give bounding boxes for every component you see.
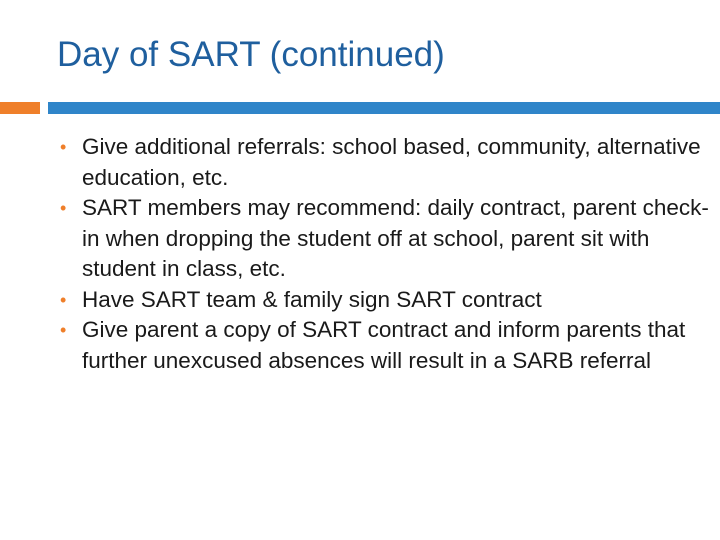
accent-bar-orange — [0, 102, 40, 114]
bullet-item — [60, 193, 710, 285]
bullet-text: Give additional referrals: school based, community, alternative education, etc. — [82, 134, 701, 190]
bullet-dot-icon: • — [60, 320, 67, 340]
bullet-list — [60, 132, 710, 376]
bullet-dot-icon: • — [60, 289, 67, 310]
bullet-dot-icon: • — [60, 137, 67, 157]
slide-title: Day of SART (continued) — [57, 35, 445, 74]
bullet-dot-icon: • — [60, 198, 67, 218]
bullet-text: Have SART team & family sign SART contract — [82, 286, 542, 312]
bullet-text: SART members may recommend: daily contract, parent check-in when dropping the student off at school, parent sit with student in class, etc. — [82, 195, 709, 281]
accent-bar-blue — [48, 102, 720, 114]
bullet-item — [60, 285, 710, 316]
bullet-item — [60, 315, 710, 376]
bullet-text: Give parent a copy of SART contract and inform parents that further unexcused absences will result in a SARB referral — [82, 317, 686, 373]
bullet-item — [60, 132, 710, 193]
